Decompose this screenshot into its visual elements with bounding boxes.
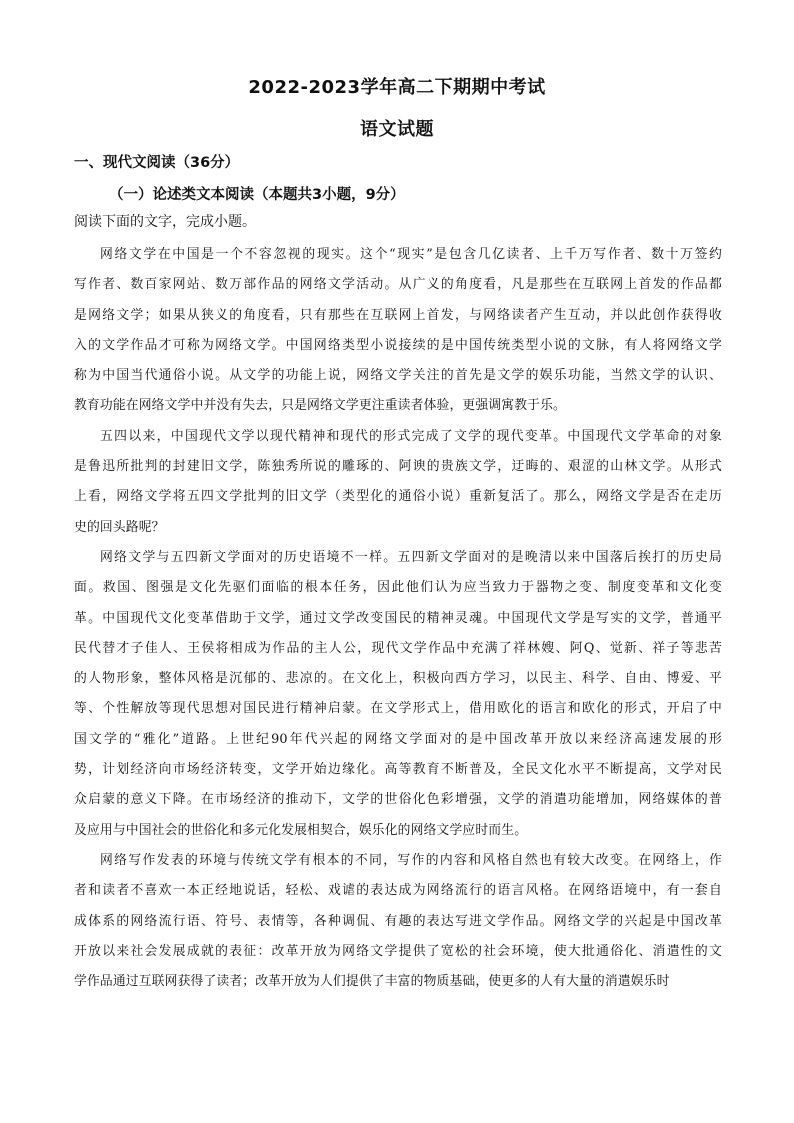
reading-instruction: 阅读下面的文字，完成小题。 bbox=[74, 214, 256, 230]
passage-line: 面。救国、图强是文化先驱们面临的根本任务，因此他们认为应当致力于器物之变、制度变革和文化变 bbox=[74, 580, 722, 596]
passage-paragraph bbox=[74, 846, 722, 997]
passage-line: 网络文学与五四新文学面对的历史语境不一样。五四新文学面对的是晚清以来中国落后挨打的历史局 bbox=[100, 549, 722, 565]
passage-paragraph bbox=[74, 240, 722, 422]
passage-line: 写作者、数百家网站、数万部作品的网络文学活动。从广义的角度看，凡是那些在互联网上首发的作品都 bbox=[74, 277, 722, 293]
passage-line: 势，计划经济向市场经济转变，文学开始边缘化。高等教育不断普及，全民文化水平不断提高，文学对民 bbox=[74, 762, 722, 778]
exam-title: 2022-2023学年高二下期期中考试 bbox=[248, 77, 546, 98]
passage-line: 上看，网络文学将五四文学批判的旧文学（类型化的通俗小说）重新复活了。那么，网络文学是否在走历 bbox=[74, 489, 722, 505]
passage-line: 成体系的网络流行语、符号、表情等，各种调侃、有趣的表达写进文学作品。网络文学的兴起是中国改革 bbox=[74, 913, 722, 929]
passage-line: 民代替才子佳人、王侯将相成为作品的主人公，现代文学作品中充满了祥林嫂、阿Q、觉新、祥子等悲苦 bbox=[74, 640, 722, 656]
passage-line: 的人物形象，整体风格是沉郁的、悲凉的。在文化上，积极向西方学习，以民主、科学、自由、博爱、平 bbox=[74, 671, 722, 687]
passage-line: 及应用与中国社会的世俗化和多元化发展相契合，娱乐化的网络文学应时而生。 bbox=[74, 822, 528, 838]
passage-paragraph bbox=[74, 422, 722, 543]
passage-line: 网络写作发表的环境与传统文学有根本的不同，写作的内容和风格自然也有较大改变。在网络上，作 bbox=[100, 852, 722, 868]
passage-line: 等、个性解放等现代思想对国民进行精神启蒙。在文学形式上，借用欧化的语言和欧化的形式，开启了中 bbox=[74, 701, 722, 717]
passage-line: 称为中国当代通俗小说。从文学的功能上说，网络文学关注的首先是文学的娱乐功能，当然文学的认识、 bbox=[74, 368, 722, 384]
passage-line: 入的文学作品才可称为网络文学。中国网络类型小说接续的是中国传统类型小说的文脉，有人将网络文学 bbox=[74, 337, 722, 353]
passage-line: 开放以来社会发展成就的表征：改革开放为网络文学提供了宽松的社会环境，使大批通俗化、消遣性的文 bbox=[74, 943, 722, 959]
subsection-heading: （一）论述类文本阅读（本题共3小题，9分） bbox=[109, 187, 405, 203]
passage-body bbox=[74, 240, 722, 997]
passage-line: 革。中国现代文化变革借助于文学，通过文学改变国民的精神灵魂。中国现代文学是写实的文学，普通平 bbox=[74, 610, 722, 626]
passage-line: 众启蒙的意义下降。在市场经济的推动下，文学的世俗化色彩增强，文学的消遣功能增加，网络媒体的普 bbox=[74, 792, 722, 808]
passage-line: 者和读者不喜欢一本正经地说话，轻松、戏谑的表达成为网络流行的语言风格。在网络语境中，有一套自 bbox=[74, 883, 722, 899]
passage-line: 网络文学在中国是一个不容忽视的现实。这个“现实”是包含几亿读者、上千万写作者、数十万签约 bbox=[100, 247, 722, 262]
passage-paragraph bbox=[74, 543, 722, 846]
exam-subtitle: 语文试题 bbox=[360, 119, 434, 140]
section-heading: 一、现代文阅读（36分） bbox=[74, 155, 240, 171]
passage-line: 教育功能在网络文学中并没有失去，只是网络文学更注重读者体验，更强调寓教于乐。 bbox=[74, 398, 566, 414]
passage-line: 国文学的“雅化”道路。上世纪90年代兴起的网络文学面对的是中国改革开放以来经济高速发展的形 bbox=[74, 731, 722, 747]
passage-line: 史的回头路呢？ bbox=[74, 519, 165, 535]
passage-line: 五四以来，中国现代文学以现代精神和现代的形式完成了文学的现代变革。中国现代文学革命的对象 bbox=[100, 428, 722, 444]
passage-line: 是鲁迅所批判的封建旧文学，陈独秀所说的雕琢的、阿谀的贵族文学，迂晦的、艰涩的山林文学。从形式 bbox=[74, 459, 722, 475]
passage-line: 是网络文学；如果从狭义的角度看，只有那些在互联网上首发，与网络读者产生互动，并以此创作获得收 bbox=[74, 307, 722, 323]
passage-line: 学作品通过互联网获得了读者；改革开放为人们提供了丰富的物质基础，使更多的人有大量的消遣娱乐时 bbox=[74, 974, 670, 990]
